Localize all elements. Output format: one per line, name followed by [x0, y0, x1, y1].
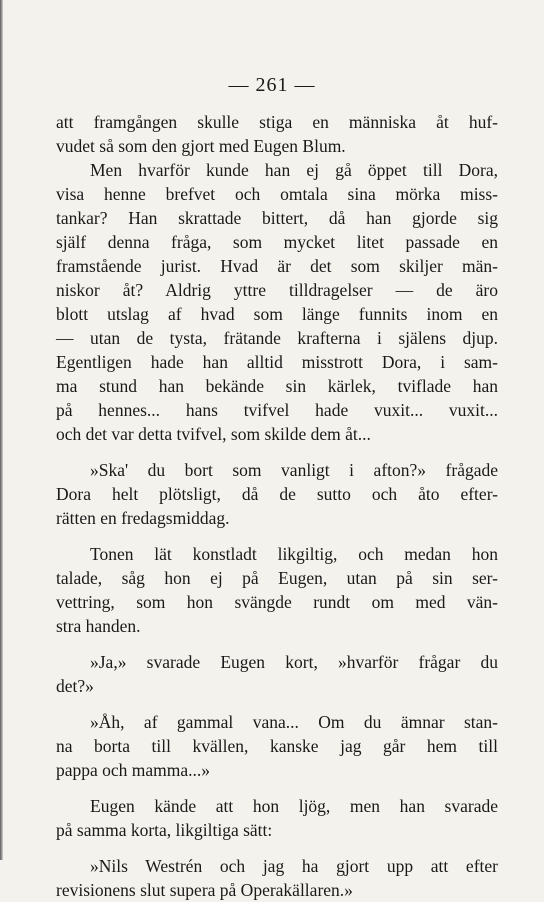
text-line: vettring, som hon svängde rundt om med vän- — [56, 592, 498, 612]
text-line: Men hvarför kunde han ej gå öppet till Dora, — [90, 160, 498, 180]
paragraph-gap — [56, 842, 498, 854]
paragraph-gap — [56, 446, 498, 458]
paragraph — [56, 542, 498, 638]
text-line: blott utslag af hvad som länge funnits inom en — [56, 304, 498, 324]
paragraph — [56, 710, 498, 782]
text-line: visa henne brefvet och omtala sina mörka miss- — [56, 184, 498, 204]
paragraph-gap — [56, 638, 498, 650]
text-line: niskor åt? Aldrig yttre tilldragelser — de äro — [56, 280, 498, 300]
text-line: framstående jurist. Hvad är det som skiljer män- — [56, 256, 498, 276]
body-text — [56, 110, 498, 902]
text-line: »Åh, af gammal vana... Om du ämnar stan- — [90, 712, 498, 732]
text-line: vudet så som den gjort med Eugen Blum. — [56, 136, 346, 156]
text-line: »Ska' du bort som vanligt i afton?» frågade — [90, 460, 498, 480]
page-edge-shadow — [0, 0, 3, 860]
text-line: ma stund han bekände sin kärlek, tviflade han — [56, 376, 498, 396]
text-line: — utan de tysta, frätande krafterna i själens djup. — [56, 328, 498, 348]
paragraph — [56, 458, 498, 530]
text-line: na borta till kvällen, kanske jag går hem till — [56, 736, 498, 756]
text-line: och det var detta tvifvel, som skilde dem åt... — [56, 424, 371, 444]
paragraph — [56, 854, 498, 902]
text-line: det?» — [56, 676, 94, 696]
paragraph-gap — [56, 530, 498, 542]
text-line: att framgången skulle stiga en människa åt huf- — [56, 112, 498, 132]
text-line: själf denna fråga, som mycket litet passade en — [56, 232, 498, 252]
paragraph — [56, 158, 498, 446]
text-line: rätten en fredagsmiddag. — [56, 508, 230, 528]
paragraph — [56, 794, 498, 842]
text-line: på hennes... hans tvifvel hade vuxit... vuxit... — [56, 400, 498, 420]
text-line: »Nils Westrén och jag ha gjort upp att efter — [90, 856, 498, 876]
paragraph-gap — [56, 698, 498, 710]
text-line: på samma korta, likgiltiga sätt: — [56, 820, 273, 840]
text-line: Dora helt plötsligt, då de sutto och åto efter- — [56, 484, 498, 504]
text-line: revisionens slut supera på Operakällaren.» — [56, 880, 353, 900]
paragraph-gap — [56, 782, 498, 794]
text-line: Eugen kände att hon ljög, men han svarade — [90, 796, 498, 816]
text-line: tankar? Han skrattade bittert, då han gjorde sig — [56, 208, 498, 228]
text-line: Egentligen hade han alltid misstrott Dora, i sam- — [56, 352, 498, 372]
paragraph — [56, 650, 498, 698]
text-line: »Ja,» svarade Eugen kort, »hvarför frågar du — [90, 652, 498, 672]
paragraph — [56, 110, 498, 158]
page-number: — 261 — — [228, 74, 316, 96]
text-line: stra handen. — [56, 616, 141, 636]
text-line: talade, såg hon ej på Eugen, utan på sin ser- — [56, 568, 498, 588]
text-line: pappa och mamma...» — [56, 760, 211, 780]
text-line: Tonen lät konstladt likgiltig, och medan hon — [90, 544, 498, 564]
